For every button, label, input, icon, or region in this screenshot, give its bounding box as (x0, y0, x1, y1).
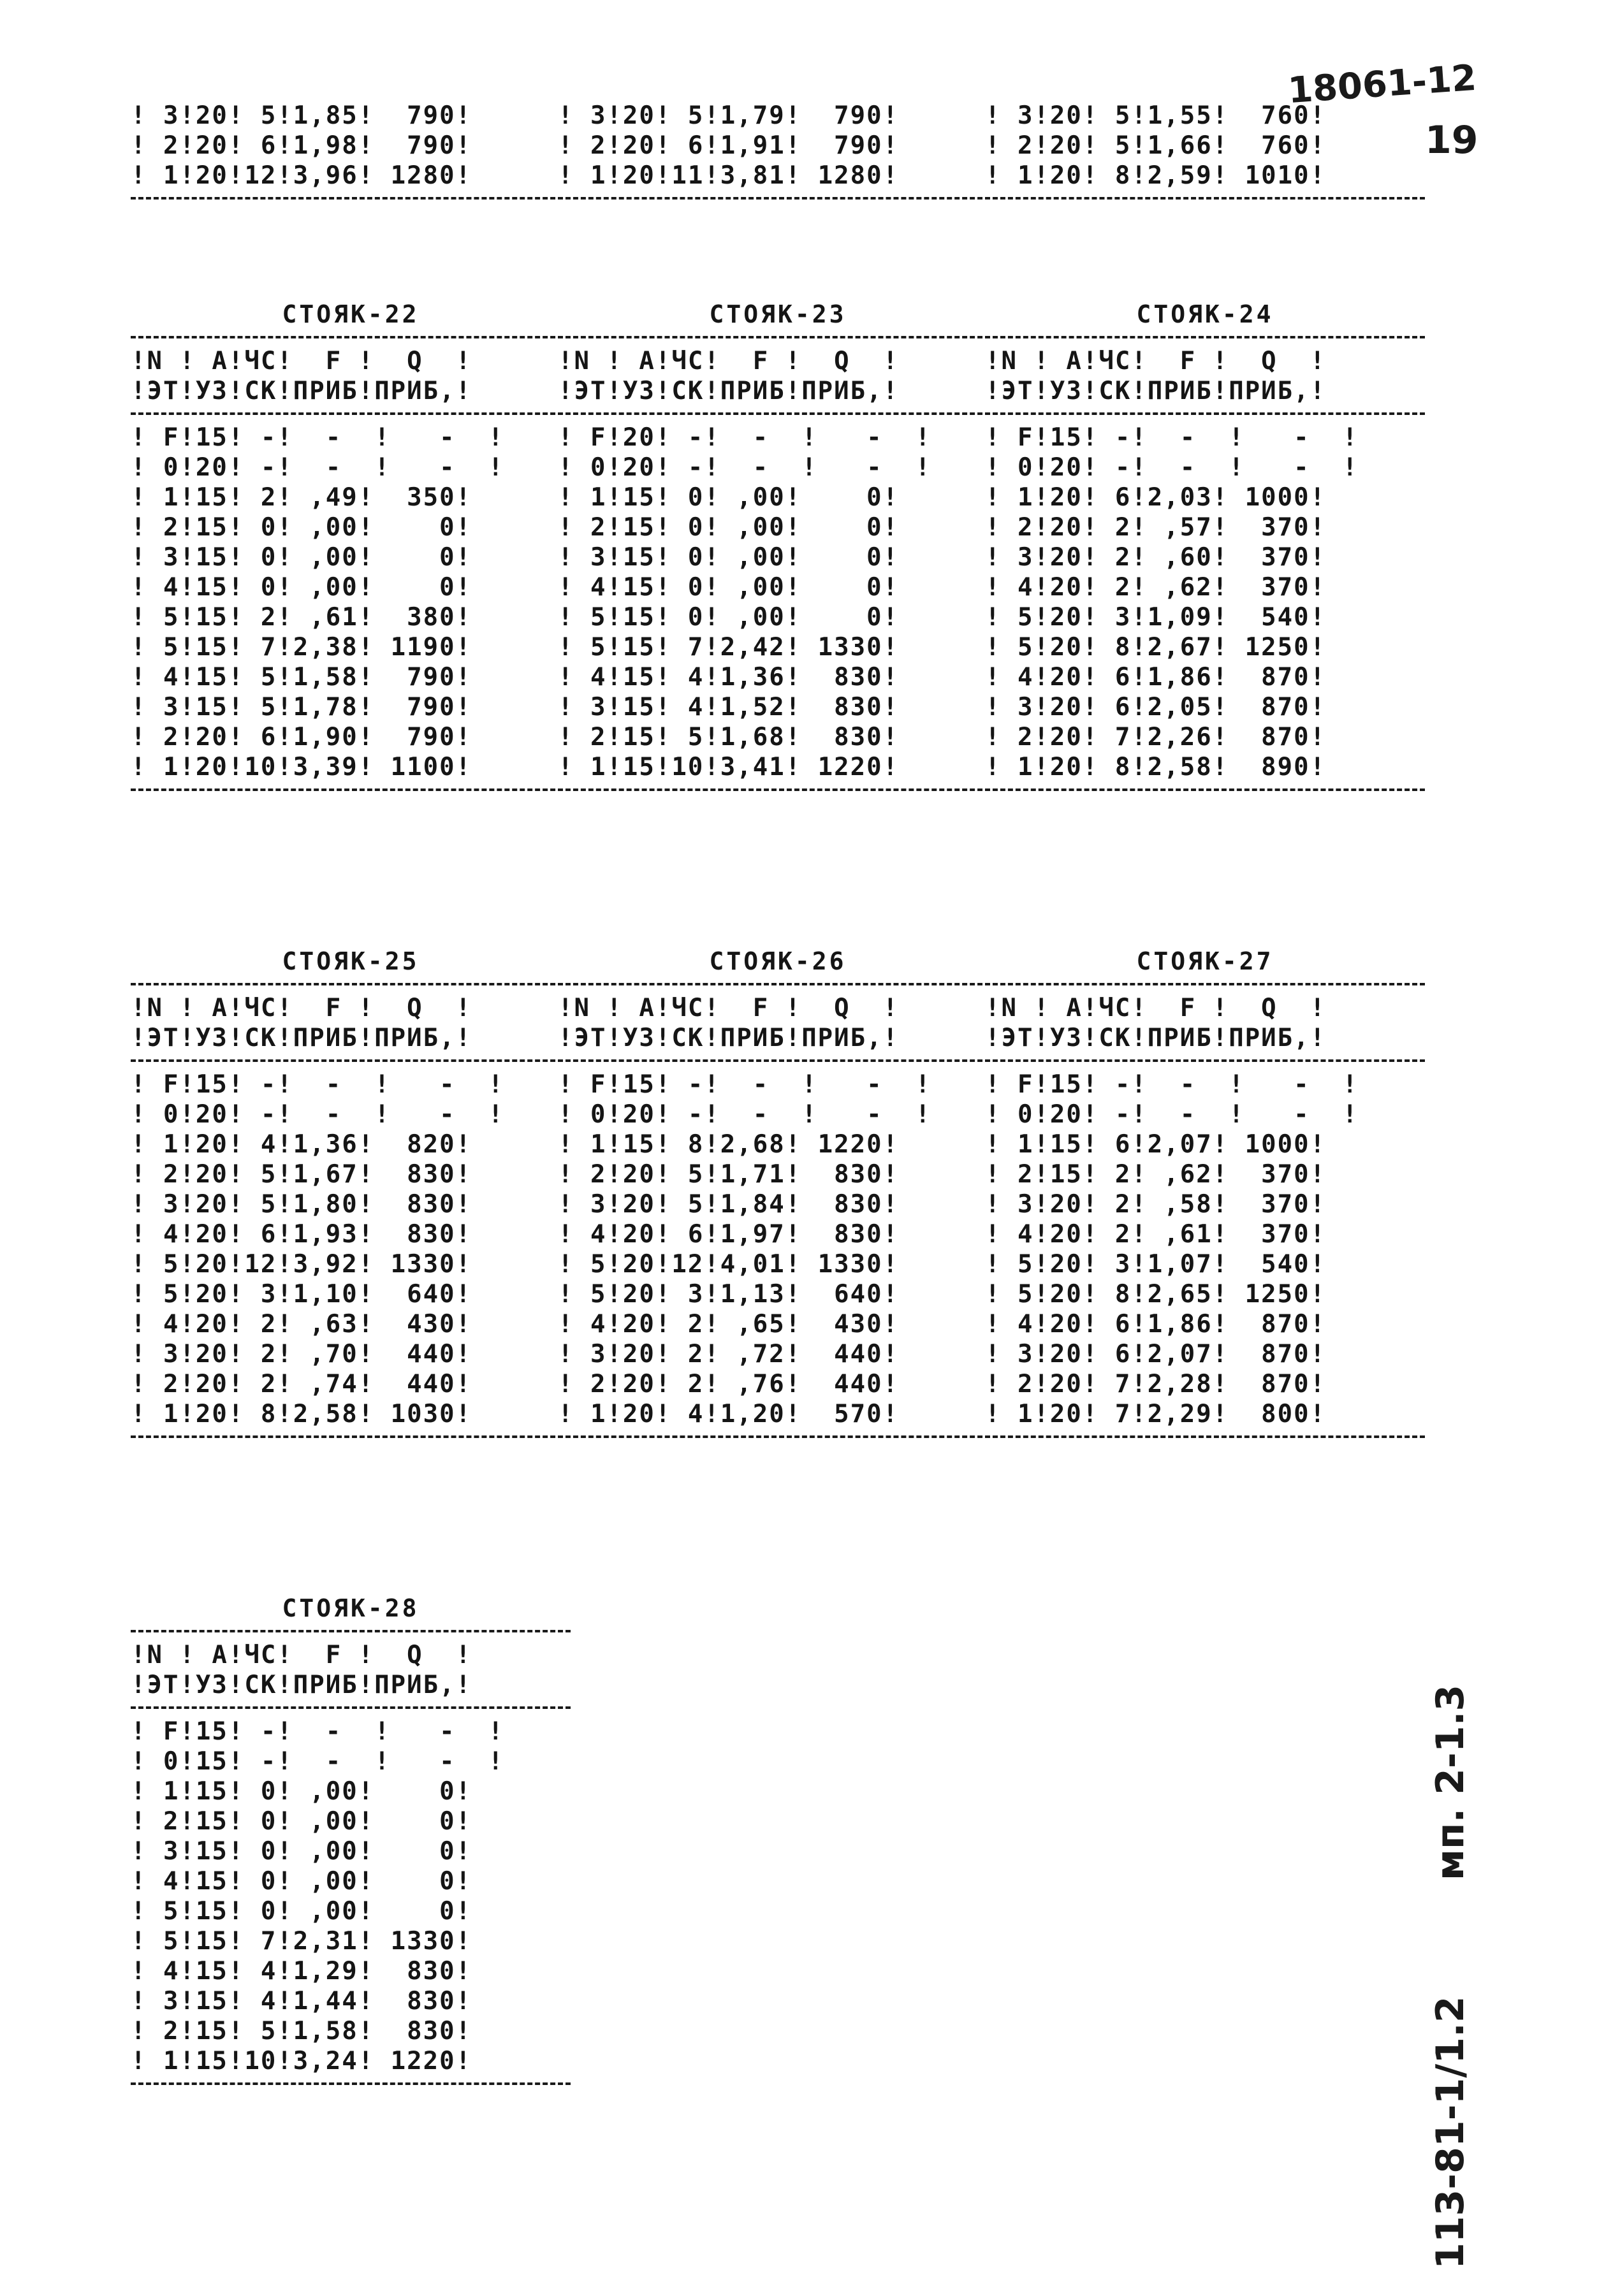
table-row: ! 3!15! 4!1,44! 830! (131, 1987, 472, 2016)
divider (558, 412, 998, 415)
table-title: СТОЯК-25 (282, 947, 420, 975)
table-row: ! 5!15! 7!2,42! 1330! (558, 633, 900, 662)
table-row: ! 5!15! 0! ,00! 0! (131, 1897, 472, 1926)
table-row: ! F!15! -! - ! - ! (558, 1070, 932, 1099)
table-row: ! 5!20!12!4,01! 1330! (558, 1250, 900, 1279)
table-row: ! 2!20! 5!1,71! 830! (558, 1160, 900, 1189)
table-row: ! 3!20! 2! ,70! 440! (131, 1340, 472, 1369)
table-row: ! 1!20! 6!2,03! 1000! (985, 483, 1327, 512)
table-header-row: !N ! А!ЧС! F ! Q ! (985, 347, 1327, 375)
table-row: ! 2!20! 6!1,91! 790! (558, 131, 900, 160)
table-row: ! 0!20! -! - ! - ! (131, 453, 505, 482)
table-row: ! 0!20! -! - ! - ! (985, 453, 1359, 482)
table-header-row: !ЭТ!УЗ!СК!ПРИБ!ПРИБ,! (131, 377, 472, 405)
table-row: ! 3!20! 2! ,60! 370! (985, 543, 1327, 572)
table-row: ! 4!20! 2! ,61! 370! (985, 1220, 1327, 1249)
divider (131, 983, 571, 985)
divider (131, 412, 571, 415)
divider (131, 1435, 571, 1438)
divider (131, 1059, 571, 1062)
divider (131, 1630, 571, 1632)
divider (558, 336, 998, 338)
table-header-row: !N ! А!ЧС! F ! Q ! (131, 347, 472, 375)
table-row: ! 0!20! -! - ! - ! (985, 1100, 1359, 1129)
table-row: ! F!20! -! - ! - ! (558, 423, 932, 452)
table-row: ! 2!15! 2! ,62! 370! (985, 1160, 1327, 1189)
table-title: СТОЯК-23 (709, 300, 847, 328)
table-header-row: !ЭТ!УЗ!СК!ПРИБ!ПРИБ,! (558, 377, 900, 405)
table-row: ! 1!20! 4!1,20! 570! (558, 1400, 900, 1428)
divider (131, 788, 571, 791)
table-row: ! 5!20! 3!1,09! 540! (985, 603, 1327, 632)
table-header-row: !N ! А!ЧС! F ! Q ! (985, 994, 1327, 1022)
table-row: ! 3!15! 4!1,52! 830! (558, 693, 900, 722)
table-row: ! 1!15! 0! ,00! 0! (131, 1777, 472, 1806)
table-row: ! 2!20! 6!1,98! 790! (131, 131, 472, 160)
table-row: ! 1!20! 8!2,58! 890! (985, 753, 1327, 781)
table-row: ! 4!20! 2! ,62! 370! (985, 573, 1327, 602)
table-row: ! 4!20! 6!1,93! 830! (131, 1220, 472, 1249)
riser-table-23 (558, 300, 998, 799)
table-header-row: !N ! А!ЧС! F ! Q ! (558, 994, 900, 1022)
table-row: ! 3!20! 5!1,84! 830! (558, 1190, 900, 1219)
table-row: ! 4!20! 6!1,97! 830! (558, 1220, 900, 1249)
table-row: ! 1!15! 2! ,49! 350! (131, 483, 472, 512)
table-row: ! 1!15! 0! ,00! 0! (558, 483, 900, 512)
table-row: ! 2!15! 5!1,58! 830! (131, 2017, 472, 2045)
riser-table-22 (131, 300, 571, 799)
divider (558, 197, 998, 200)
table-row: ! F!15! -! - ! - ! (131, 1717, 505, 1746)
table-row: ! F!15! -! - ! - ! (131, 423, 505, 452)
table-row: ! 4!15! 0! ,00! 0! (131, 573, 472, 602)
table-row: ! 1!20!10!3,39! 1100! (131, 753, 472, 781)
table-row: ! 3!20! 6!2,05! 870! (985, 693, 1327, 722)
table-title: СТОЯК-27 (1136, 947, 1274, 975)
table-row: ! 3!20! 2! ,58! 370! (985, 1190, 1327, 1219)
table-row: ! 1!20!11!3,81! 1280! (558, 161, 900, 190)
table-row: ! 2!20! 7!2,28! 870! (985, 1370, 1327, 1399)
table-row: ! 3!20! 5!1,79! 790! (558, 101, 900, 130)
table-row: ! 3!15! 0! ,00! 0! (131, 1837, 472, 1866)
sheet-reference-label: мп. 2-1.3 (1428, 1684, 1473, 1880)
fragment-table-1 (131, 101, 571, 207)
table-row: ! F!15! -! - ! - ! (985, 1070, 1359, 1099)
riser-table-26 (558, 947, 998, 1446)
divider (131, 2082, 571, 2085)
table-row: ! 2!15! 0! ,00! 0! (558, 513, 900, 542)
table-row: ! 3!15! 0! ,00! 0! (558, 543, 900, 572)
table-row: ! 3!20! 5!1,85! 790! (131, 101, 472, 130)
fragment-table-2 (558, 101, 998, 207)
riser-table-28 (131, 1594, 571, 2093)
table-title: СТОЯК-22 (282, 300, 420, 328)
table-row: ! 2!15! 0! ,00! 0! (131, 513, 472, 542)
divider (131, 1706, 571, 1709)
divider (985, 336, 1425, 338)
riser-table-27 (985, 947, 1425, 1446)
table-row: ! 0!15! -! - ! - ! (131, 1747, 505, 1776)
table-row: ! 1!20!12!3,96! 1280! (131, 161, 472, 190)
table-row: ! 5!15! 7!2,31! 1330! (131, 1927, 472, 1956)
table-row: ! 2!20! 6!1,90! 790! (131, 723, 472, 752)
divider (985, 1059, 1425, 1062)
table-row: ! 5!20! 8!2,67! 1250! (985, 633, 1327, 662)
table-row: ! 4!15! 4!1,29! 830! (131, 1957, 472, 1986)
table-row: ! 3!15! 5!1,78! 790! (131, 693, 472, 722)
table-header-row: !N ! А!ЧС! F ! Q ! (131, 1641, 472, 1669)
table-title: СТОЯК-28 (282, 1594, 420, 1622)
divider (985, 983, 1425, 985)
table-row: ! 1!20! 8!2,58! 1030! (131, 1400, 472, 1428)
table-row: ! 5!20! 3!1,07! 540! (985, 1250, 1327, 1279)
table-row: ! 4!20! 2! ,63! 430! (131, 1310, 472, 1339)
table-row: ! 4!15! 5!1,58! 790! (131, 663, 472, 692)
table-row: ! 4!15! 0! ,00! 0! (558, 573, 900, 602)
table-header-row: !ЭТ!УЗ!СК!ПРИБ!ПРИБ,! (985, 377, 1327, 405)
divider (985, 412, 1425, 415)
table-row: ! 0!20! -! - ! - ! (131, 1100, 505, 1129)
table-row: ! 3!15! 0! ,00! 0! (131, 543, 472, 572)
divider (558, 983, 998, 985)
table-row: ! 4!20! 6!1,86! 870! (985, 1310, 1327, 1339)
table-row: ! 4!20! 2! ,65! 430! (558, 1310, 900, 1339)
table-row: ! F!15! -! - ! - ! (985, 423, 1359, 452)
riser-table-25 (131, 947, 571, 1446)
table-row: ! 0!20! -! - ! - ! (558, 453, 932, 482)
table-row: ! 4!20! 6!1,86! 870! (985, 663, 1327, 692)
riser-table-24 (985, 300, 1425, 799)
table-row: ! 2!20! 2! ,76! 440! (558, 1370, 900, 1399)
table-header-row: !ЭТ!УЗ!СК!ПРИБ!ПРИБ,! (558, 1024, 900, 1052)
divider (131, 336, 571, 338)
table-row: ! 2!20! 2! ,74! 440! (131, 1370, 472, 1399)
table-header-row: !N ! А!ЧС! F ! Q ! (558, 347, 900, 375)
page-number: 19 (1425, 118, 1478, 163)
table-row: ! 5!15! 2! ,61! 380! (131, 603, 472, 632)
table-row: ! 5!15! 7!2,38! 1190! (131, 633, 472, 662)
table-header-row: !ЭТ!УЗ!СК!ПРИБ!ПРИБ,! (985, 1024, 1327, 1052)
table-header-row: !ЭТ!УЗ!СК!ПРИБ!ПРИБ,! (131, 1671, 472, 1699)
divider (985, 197, 1425, 200)
divider (558, 788, 998, 791)
table-row: ! 5!20! 3!1,13! 640! (558, 1280, 900, 1309)
table-row: ! 2!15! 0! ,00! 0! (131, 1807, 472, 1836)
table-row: ! 1!20! 7!2,29! 800! (985, 1400, 1327, 1428)
table-title: СТОЯК-26 (709, 947, 847, 975)
table-row: ! 1!20! 8!2,59! 1010! (985, 161, 1327, 190)
table-row: ! 1!15! 8!2,68! 1220! (558, 1130, 900, 1159)
table-row: ! 2!20! 7!2,26! 870! (985, 723, 1327, 752)
fragment-table-3 (985, 101, 1425, 207)
table-row: ! 3!20! 2! ,72! 440! (558, 1340, 900, 1369)
table-row: ! 1!15! 6!2,07! 1000! (985, 1130, 1327, 1159)
table-row: ! 2!20! 5!1,66! 760! (985, 131, 1327, 160)
table-row: ! F!15! -! - ! - ! (131, 1070, 505, 1099)
table-row: ! 5!20! 8!2,65! 1250! (985, 1280, 1327, 1309)
table-row: ! 0!20! -! - ! - ! (558, 1100, 932, 1129)
divider (558, 1059, 998, 1062)
table-row: ! 4!15! 0! ,00! 0! (131, 1867, 472, 1896)
table-header-row: !ЭТ!УЗ!СК!ПРИБ!ПРИБ,! (131, 1024, 472, 1052)
document-number: 18061-12 (1287, 57, 1478, 112)
table-row: ! 4!15! 4!1,36! 830! (558, 663, 900, 692)
table-row: ! 3!20! 5!1,55! 760! (985, 101, 1327, 130)
divider (558, 1435, 998, 1438)
table-row: ! 5!20!12!3,92! 1330! (131, 1250, 472, 1279)
divider (131, 197, 571, 200)
table-row: ! 2!15! 5!1,68! 830! (558, 723, 900, 752)
divider (985, 788, 1425, 791)
table-row: ! 5!20! 3!1,10! 640! (131, 1280, 472, 1309)
table-title: СТОЯК-24 (1136, 300, 1274, 328)
table-header-row: !N ! А!ЧС! F ! Q ! (131, 994, 472, 1022)
table-row: ! 3!20! 5!1,80! 830! (131, 1190, 472, 1219)
table-row: ! 3!20! 6!2,07! 870! (985, 1340, 1327, 1369)
table-row: ! 2!20! 5!1,67! 830! (131, 1160, 472, 1189)
table-row: ! 1!15!10!3,41! 1220! (558, 753, 900, 781)
table-row: ! 1!20! 4!1,36! 820! (131, 1130, 472, 1159)
table-row: ! 1!15!10!3,24! 1220! (131, 2047, 472, 2075)
divider (985, 1435, 1425, 1438)
table-row: ! 2!20! 2! ,57! 370! (985, 513, 1327, 542)
series-reference-label: 113-81-1/1.2 (1428, 1996, 1473, 2269)
table-row: ! 5!15! 0! ,00! 0! (558, 603, 900, 632)
